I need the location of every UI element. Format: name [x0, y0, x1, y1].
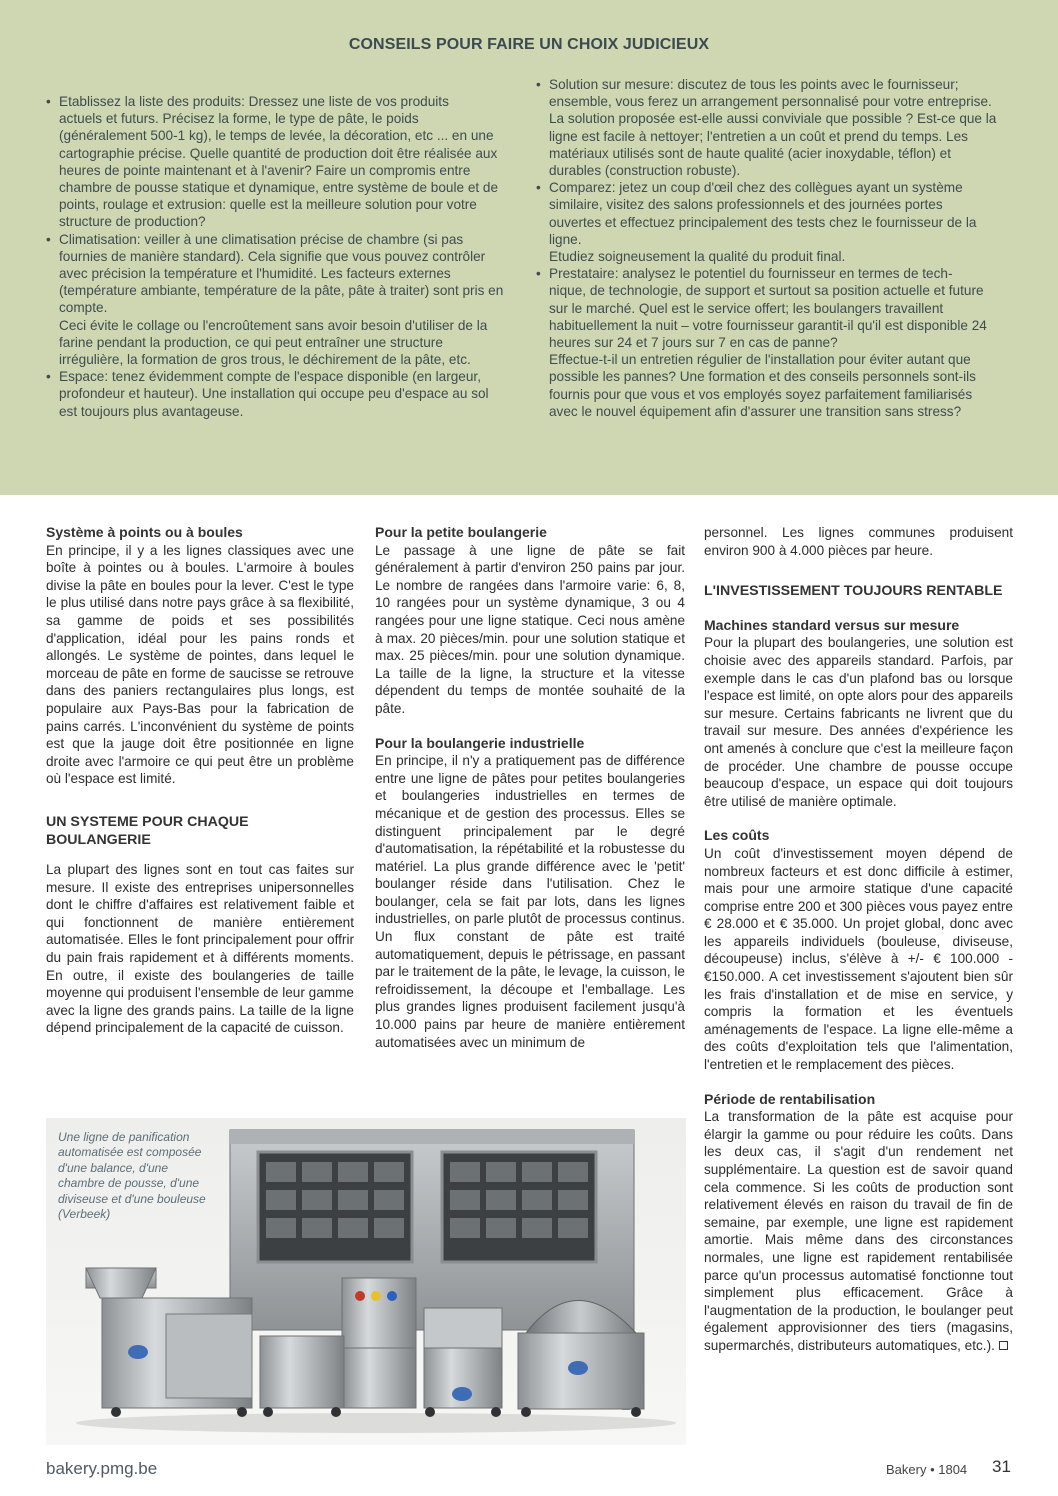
advice-item	[536, 265, 998, 420]
advice-item	[536, 179, 998, 265]
spacer	[375, 718, 685, 735]
page-number: 31	[992, 1457, 1011, 1476]
advice-item-first: Comparez: jetez un coup d'œil chez des collègues ayant un système	[549, 180, 963, 196]
advice-item-text: profondeur et hauteur). Une installation qui occupe peu d'espace au sol est toujours plus avantageuse.	[59, 386, 489, 419]
subheading: Les coûts	[704, 827, 770, 844]
bullet-icon: •	[536, 266, 541, 282]
subheading: Machines standard versus sur mesure	[704, 616, 960, 633]
subheading: Pour la petite boulangerie	[375, 524, 547, 540]
subheading: Système à points ou à boules	[46, 524, 243, 540]
bullet-icon: •	[536, 77, 541, 92]
section-heading	[46, 814, 354, 849]
advice-item-text: ensemble, vous ferez un arrangement personnalisé pour votre entreprise. La solution proposée est-elle aussi conviviale que possible ? Est-ce que la ligne est facile à nettoyer; l'entretien a un coût et prend du temps. Les matériaux utilisés sont de haute qualité (acier inoxydable, téflon) et durables (construction robuste).	[549, 94, 997, 179]
advice-item-first: Espace: tenez évidemment compte de l'espace disponible (en largeur,	[59, 369, 481, 385]
bakery-line-photo	[46, 1118, 686, 1445]
article-column-2	[375, 524, 685, 1051]
advice-item-first: Etablissez la liste des produits: Dressez une liste de vos produits	[59, 94, 449, 109]
paragraph	[704, 1108, 1013, 1354]
advice-item	[46, 368, 506, 420]
advice-item-text: fournies de manière standard). Cela signifie que vous pouvez contrôler avec précision la température et l'humidité. Les facteurs externes (température ambiante, température de la pâte, pâte à traiter) sont pris en compte.	[59, 248, 504, 316]
advice-item-first: Prestataire: analysez le potentiel du fournisseur en termes de tech-	[549, 266, 953, 282]
end-square-icon	[999, 1341, 1008, 1350]
paragraph: Le passage à une ligne de pâte se fait généralement à partir d'environ 250 pains par jour. Le nombre de rangées dans l'armoire varie: 6, 8, 10 rangées pour un système dynamique, 3 ou 4 rangées pour une ligne statique. Ceci nous amène à max. 20 pièces/min. pour une solution statique et max. 25 pièces/min. pour une solution dynamique. La taille de la ligne, la structure et la vitesse dépendent du temps de montée souhaité de la pâte.	[375, 542, 685, 716]
advice-item-extra: Ceci évite le collage ou l'encroûtement sans avoir besoin d'utiliser de la farine pendant la production, ce qui peut entraîner une structure irrégulière, la formation de gros trous, le déchirement de la pâte, etc.	[59, 317, 488, 368]
article-column-1	[46, 524, 354, 1037]
paragraph: La plupart des lignes sont en tout cas faites sur mesure. Il existe des entreprises unipersonnelles dont le chiffre d'affaires est relativement faible et qui fonctionnent de manière entièrement automatisée. Elles le font principalement pour offrir du pain frais rapidement et à différents moments. En outre, il existe des boulangeries de taille moyenne qui produisent l'ensemble de leur gamme avec la ligne des grands pains. La taille de la ligne dépend principalement de la capacité de cuisson.	[46, 862, 354, 1036]
paragraph: Un coût d'investissement moyen dépend de nombreux facteurs et est donc difficile à estimer, mais pour une armoire statique d'une capacité comprise entre 200 et 300 pièces vous payez entre € 28.000 et € 35.000. Un projet global, donc avec les appareils individuels (bouleuse, diviseuse, découpeuse) inclus, s'élève à +/- € 100.000 - €150.000. A cet investissement s'ajoutent bien sûr les frais d'installation et de mise en service, y compris la formation et les éventuels aménagements de l'espace. La ligne elle-même a des coûts d'exploitation tels que l'alimentation, l'entretien et le remplacement des pièces.	[704, 845, 1013, 1073]
advice-title: CONSEILS POUR FAIRE UN CHOIX JUDICIEUX	[348, 36, 710, 53]
article-column-3	[704, 524, 1013, 1355]
advice-box	[0, 0, 1058, 495]
footer-magazine-issue: Bakery • 1804	[886, 1462, 968, 1477]
subheading: Période de rentabilisation	[704, 1090, 876, 1107]
footer-website: bakery.pmg.be	[46, 1459, 158, 1478]
spacer	[704, 1074, 1013, 1091]
advice-item	[536, 76, 998, 179]
advice-item	[46, 231, 506, 369]
bullet-icon: •	[536, 180, 541, 196]
advice-right-column	[536, 76, 998, 420]
paragraph: En principe, il y a les lignes classiques avec une boîte à pointes ou à boules. L'armoire à boules divise la pâte en boules pour la lever. C'est le type le plus utilisé dans notre pays grâce à sa flexibilité, sa gamme de poids et ses possibilités d'application, idéal pour les pains ronds et allongés. Le système de pointes, dans lequel le morceau de pâte en forme de saucisse se retrouve dans des paniers rectangulaires plus longs, est populaire aux Pays-Bas pour la fabrication de pains carrés. L'inconvénient du système de points est que la jauge doit être positionnée en ligne droite avec l'armoire ce qui peut être un problème où l'espace est limité.	[46, 542, 354, 787]
section-heading-line: UN SYSTEME POUR CHAQUE	[46, 813, 249, 830]
section-heading-line: BOULANGERIE	[46, 831, 151, 848]
advice-item-text: similaire, visitez des salons professionnels et des journées portes ouvertes et effectuez principalement des tests chez le fournisseur de la ligne.	[549, 197, 977, 247]
bullet-icon: •	[46, 231, 51, 247]
advice-item-extra: Etudiez soigneusement la qualité du produit final.	[549, 249, 846, 265]
advice-item	[46, 93, 506, 231]
subheading: Pour la boulangerie industrielle	[375, 734, 585, 751]
bullet-icon: •	[46, 94, 51, 109]
advice-item-first: Climatisation: veiller à une climatisation précise de chambre (si pas	[59, 231, 464, 247]
advice-item-text: nique, de technologie, de support et surtout sa position actuelle et future sur le marché. Quel est le service offert; les boulangers travaillent habituellement la nuit – votre fournisseur garantit-il qu'il est disponible 24 heures sur 24 et 7 jours sur 7 en cas de panne?	[549, 283, 987, 351]
advice-item-text: actuels et futurs. Précisez la forme, le type de pâte, le poids (généralement 500-1 kg), le temps de levée, la décoration, etc ... en une cartographie précise. Quelle quantité de production doit être réalisée aux heures de pointe maintenant et à l'avenir? Faire un compromis entre chambre de pousse statique et dynamique, entre système de boule et de points, roulage et extrusion: quelle est la meilleure solution pour votre structure de production?	[59, 111, 499, 230]
paragraph: En principe, il n'y a pratiquement pas de différence entre une ligne de pâtes pour petites boulangeries et boulangeries industrielles en termes de mécanique et de gestion des processus. Elles se distinguent principalement par le degré d'automatisation, la répétabilité et la robustesse du matériel. La plus grande différence avec le 'petit' boulanger réside dans l'utilisation. Chez le boulanger, cela se fait par lots, dans les lignes industrielles, on parle plutôt de processus continus. Un flux constant de pâte est traité automatiquement, depuis le pétrissage, en passant par le traitement de la pâte, le levage, la cuisson, le refroidissement, la découpe et l'emballage. Les plus grandes lignes produisent facilement jusqu'à 10.000 pains par heure de manière entièrement automatisées avec un minimum de	[375, 753, 685, 1050]
advice-left-column	[46, 93, 506, 420]
bullet-icon: •	[46, 369, 51, 385]
paragraph: personnel. Les lignes communes produisent environ 900 à 4.000 pièces par heure.	[704, 525, 1013, 558]
paragraph: Pour la plupart des boulangeries, une solution est choisie avec des appareils standard. Parfois, par exemple dans le cas d'un plafond bas ou lorsque l'espace est limité, on opte alors pour des appareils sur mesure. Certains fabricants ne livrent que du travail sur mesure. Des années d'expérience les ont amenés à conclure que c'est la meilleure façon de procéder. Une chambre de pousse occupe beaucoup d'espace, un espace qui doit toujours être utilisé de manière optimale.	[704, 635, 1013, 809]
paragraph-text: La transformation de la pâte est acquise pour élargir la gamme ou pour réduire les coûts. Dans les deux cas, il s'agit d'un rendement net supplémentaire. La question est de savoir quand cela commence. Si les coûts de production sont relativement élevés en raison du travail de fin de semaine, par exemple, une ligne est rapidement amortie. Mais même dans des circonstances normales, une ligne est rapidement rentabilisée parce qu'un processus automatisé fonctionne tout simplement plus efficacement. Grâce à l'augmentation de la production, le boulanger peut également approvisionner des tiers (magasins, supermarchés, distributeurs automatiques, etc.).	[704, 1109, 1013, 1353]
advice-item-extra: Effectue-t-il un entretien régulier de l'installation pour éviter autant que possible les pannes? Une formation et des conseils personnels sont-ils fournis pour que vous et vos employés soyez parfaitement familiarisés avec le nouvel équipement afin d'assurer une transition sans stress?	[549, 352, 976, 419]
section-heading: L'INVESTISSEMENT TOUJOURS RENTABLE	[704, 583, 1003, 600]
advice-item-first: Solution sur mesure: discutez de tous les points avec le fournisseur;	[549, 77, 959, 92]
photo-caption: Une ligne de panification automatisée est composée d'une balance, d'une chambre de pousse, d'une diviseuse et d'une bouleuse (Verbeek)	[58, 1130, 206, 1222]
spacer	[704, 810, 1013, 827]
